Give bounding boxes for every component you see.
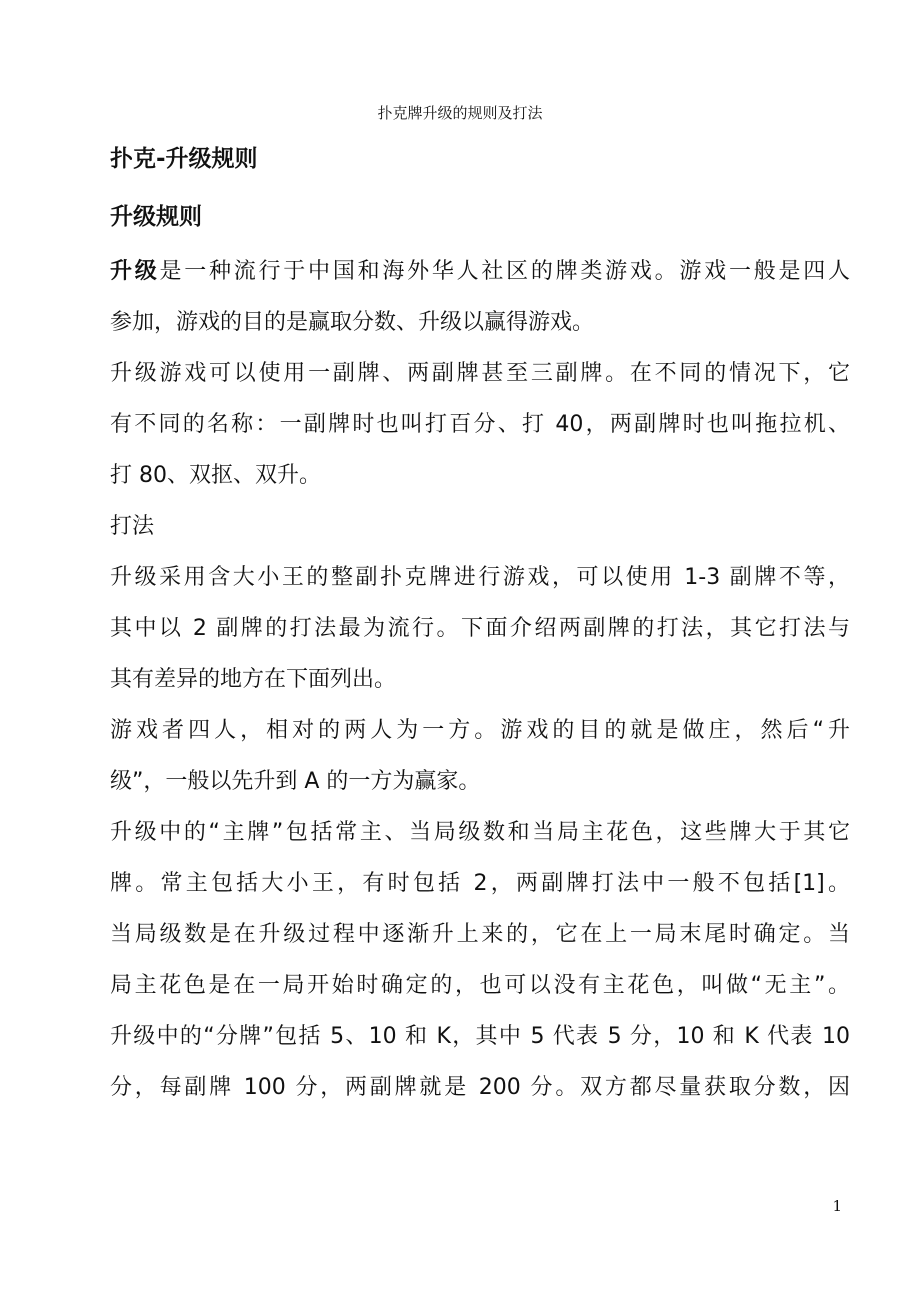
paragraph-intro [110, 246, 850, 348]
paragraph-variants [110, 348, 850, 501]
bold-term: 升级 [110, 259, 160, 284]
paragraph-subheading [110, 501, 850, 552]
paragraph-trumps [110, 807, 850, 1113]
paragraph-line: 游戏者四人，相对的两人为一方。游戏的目的就是做庄，然后“升 [110, 718, 850, 743]
document-body [110, 130, 850, 1113]
paragraph-line: 有不同的名称：一副牌时也叫打百分、打 40，两副牌时也叫拖拉机、 [110, 412, 850, 437]
paragraph-line: 牌。常主包括大小王，有时包括 2，两副牌打法中一般不包括[1]。 [110, 871, 850, 896]
paragraph-line: 局主花色是在一局开始时确定的，也可以没有主花色，叫做“无主”。 [110, 973, 850, 998]
paragraph-line: 其中以 2 副牌的打法最为流行。下面介绍两副牌的打法，其它打法与 [110, 616, 850, 641]
section-heading: 升级规则 [110, 204, 202, 230]
paragraph-deck [110, 552, 850, 705]
paragraph-line: 分，每副牌 100 分，两副牌就是 200 分。双方都尽量获取分数，因 [110, 1075, 850, 1100]
paragraph-players [110, 705, 850, 807]
paragraph-line: 其有差异的地方在下面列出。 [110, 667, 397, 692]
paragraph-line: 升级游戏可以使用一副牌、两副牌甚至三副牌。在不同的情况下，它 [110, 361, 850, 386]
paragraph-line: 打法 [110, 514, 155, 539]
page-header: 扑克牌升级的规则及打法 [377, 104, 543, 122]
paragraph-line: 当局级数是在升级过程中逐渐升上来的，它在上一局末尾时确定。当 [110, 922, 850, 947]
paragraph-line: 升级中的“主牌”包括常主、当局级数和当局主花色，这些牌大于其它 [110, 820, 850, 845]
paragraph-line: 参加，游戏的目的是赢取分数、升级以赢得游戏。 [110, 310, 595, 335]
paragraph-line: 级”，一般以先升到 A 的一方为赢家。 [110, 769, 481, 794]
paragraph-line: 升级采用含大小王的整副扑克牌进行游戏，可以使用 1-3 副牌不等， [110, 565, 850, 590]
paragraph-line: 升级中的“分牌”包括 5、10 和 K，其中 5 代表 5 分，10 和 K 代表 10 [110, 1024, 850, 1049]
page-number: 1 [832, 1197, 842, 1215]
line-text: 是一种流行于中国和海外华人社区的牌类游戏。游戏一般是四人 [159, 259, 850, 284]
paragraph-line [110, 246, 850, 297]
document-title: 扑克-升级规则 [110, 146, 258, 172]
paragraph-line: 打 80、双抠、双升。 [110, 463, 321, 488]
